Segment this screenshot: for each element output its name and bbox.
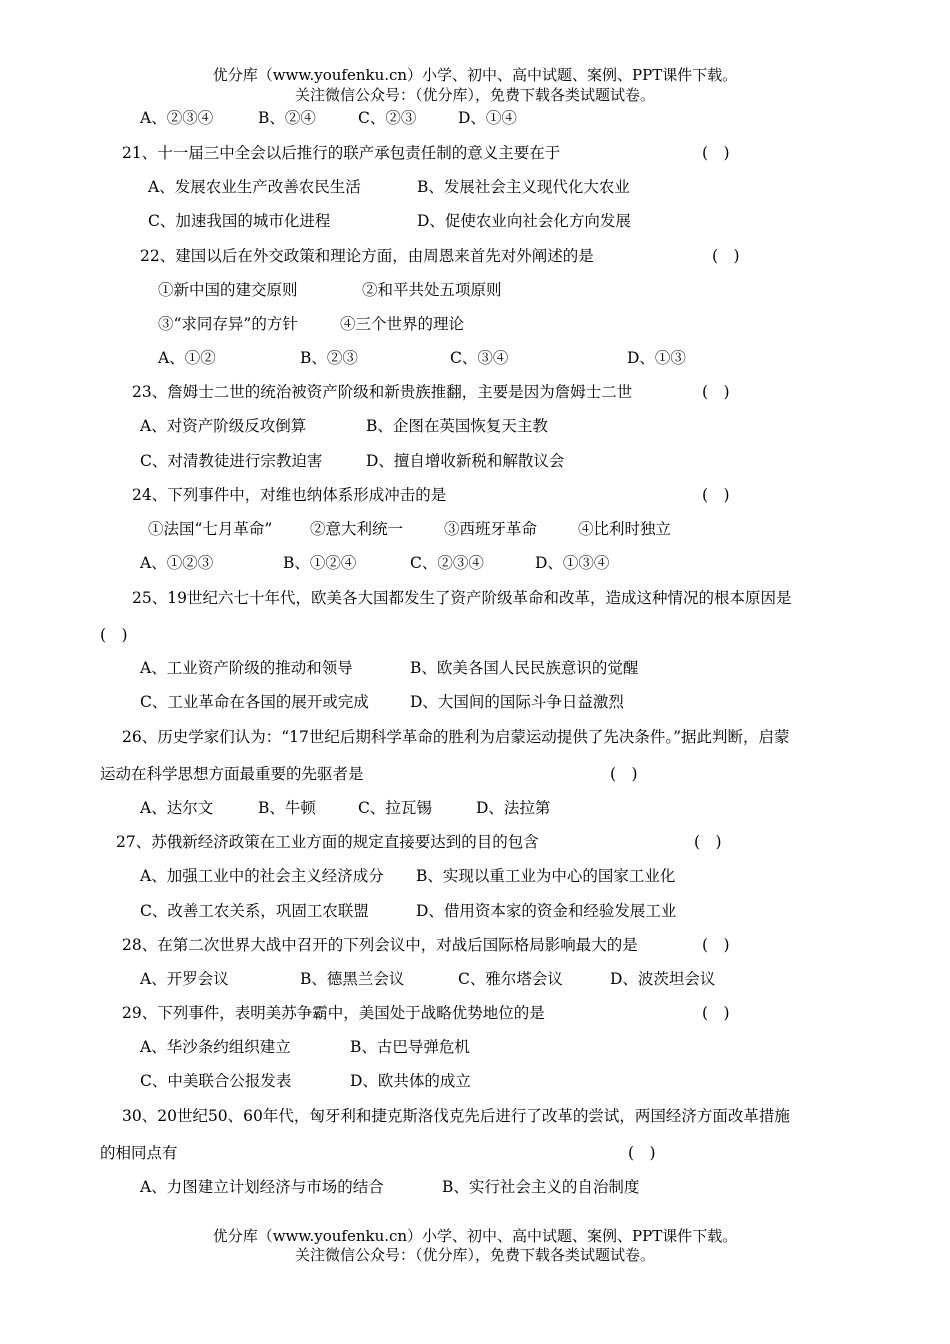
q26-option-a: A、达尔文 <box>140 799 214 817</box>
q22-item-4: ④三个世界的理论 <box>340 315 465 333</box>
q21-option-b: B、发展社会主义现代化大农业 <box>417 178 630 196</box>
q28-option-d: D、波茨坦会议 <box>610 970 716 988</box>
q28-option-b: B、德黑兰会议 <box>300 970 405 988</box>
q25-option-a: A、工业资产阶级的推动和领导 <box>140 659 353 677</box>
q28-answer-paren: ( ) <box>702 936 730 954</box>
q22-option-b: B、②③ <box>300 349 358 367</box>
q23-option-d: D、擅自增收新税和解散议会 <box>366 452 565 470</box>
q26-answer-paren: ( ) <box>610 765 638 783</box>
q25-option-d: D、大国间的国际斗争日益激烈 <box>410 693 624 711</box>
q21-option-c: C、加速我国的城市化进程 <box>148 212 331 230</box>
q20-option-d: D、①④ <box>458 109 517 127</box>
q30-stem-line-1: 30、20世纪50、60年代，匈牙利和捷克斯洛伐克先后进行了改革的尝试，两国经济方面改革措施 <box>122 1107 790 1125</box>
q21-option-a: A、发展农业生产改善农民生活 <box>148 178 361 196</box>
q23-stem: 23、詹姆士二世的统治被资产阶级和新贵族推翻，主要是因为詹姆士二世 <box>132 383 633 401</box>
q24-stem: 24、下列事件中，对维也纳体系形成冲击的是 <box>132 486 447 504</box>
q29-option-b: B、古巴导弹危机 <box>350 1038 470 1056</box>
q27-option-b: B、实现以重工业为中心的国家工业化 <box>416 867 676 885</box>
q24-item-1: ①法国“七月革命” <box>148 520 273 538</box>
q20-option-b: B、②④ <box>258 109 316 127</box>
q23-answer-paren: ( ) <box>702 383 730 401</box>
q29-option-d: D、欧共体的成立 <box>350 1072 471 1090</box>
q28-stem: 28、在第二次世界大战中召开的下列会议中，对战后国际格局影响最大的是 <box>122 936 638 954</box>
header-line-1: 优分库（www.youfenku.cn）小学、初中、高中试题、案例、PPT课件下载。 <box>212 66 738 84</box>
q25-option-c: C、工业革命在各国的展开或完成 <box>140 693 369 711</box>
q22-option-a: A、①② <box>158 349 216 367</box>
q30-answer-paren: ( ) <box>628 1144 656 1162</box>
q22-stem: 22、建国以后在外交政策和理论方面，由周恩来首先对外阐述的是 <box>140 247 594 265</box>
q27-option-d: D、借用资本家的资金和经验发展工业 <box>416 902 677 920</box>
q28-option-c: C、雅尔塔会议 <box>458 970 563 988</box>
q24-option-b: B、①②④ <box>283 554 357 572</box>
q26-stem-line-2: 运动在科学思想方面最重要的先驱者是 <box>100 765 364 783</box>
q29-option-a: A、华沙条约组织建立 <box>140 1038 291 1056</box>
q24-item-4: ④比利时独立 <box>578 520 672 538</box>
header-line-2: 关注微信公众号：（优分库），免费下载各类试题试卷。 <box>294 86 655 104</box>
q27-answer-paren: ( ) <box>694 833 722 851</box>
q20-option-c: C、②③ <box>358 109 417 127</box>
q24-option-c: C、②③④ <box>410 554 484 572</box>
q22-item-1: ①新中国的建交原则 <box>158 281 298 299</box>
q23-option-c: C、对清教徒进行宗教迫害 <box>140 452 323 470</box>
q20-option-a: A、②③④ <box>140 109 214 127</box>
q24-option-a: A、①②③ <box>140 554 214 572</box>
q26-option-c: C、拉瓦锡 <box>358 799 432 817</box>
q24-option-d: D、①③④ <box>535 554 610 572</box>
q22-item-2: ②和平共处五项原则 <box>362 281 502 299</box>
q25-option-b: B、欧美各国人民民族意识的觉醒 <box>410 659 639 677</box>
q30-option-b: B、实行社会主义的自治制度 <box>442 1178 640 1196</box>
q28-option-a: A、开罗会议 <box>140 970 229 988</box>
q24-item-2: ②意大利统一 <box>310 520 404 538</box>
q26-stem-line-1: 26、历史学家们认为：“17世纪后期科学革命的胜利为启蒙运动提供了先决条件。”据此判断，启蒙 <box>122 728 790 746</box>
q25-stem: 25、19世纪六七十年代，欧美各大国都发生了资产阶级革命和改革，造成这种情况的根本原因是 <box>132 589 792 607</box>
q24-item-3: ③西班牙革命 <box>444 520 538 538</box>
q24-answer-paren: ( ) <box>702 486 730 504</box>
q22-item-3: ③“求同存异”的方针 <box>158 315 298 333</box>
q21-stem: 21、十一届三中全会以后推行的联产承包责任制的意义主要在于 <box>122 144 561 162</box>
q29-answer-paren: ( ) <box>702 1004 730 1022</box>
q25-answer-paren: ( ) <box>100 626 128 644</box>
q30-option-a: A、力图建立计划经济与市场的结合 <box>140 1178 384 1196</box>
q21-option-d: D、促使农业向社会化方向发展 <box>417 212 631 230</box>
q30-stem-line-2: 的相同点有 <box>100 1144 178 1162</box>
q27-stem: 27、苏俄新经济政策在工业方面的规定直接要达到的目的包含 <box>116 833 539 851</box>
footer-line-2: 关注微信公众号：（优分库），免费下载各类试题试卷。 <box>294 1246 655 1264</box>
q22-answer-paren: ( ) <box>712 247 740 265</box>
q23-option-a: A、对资产阶级反攻倒算 <box>140 417 307 435</box>
q29-option-c: C、中美联合公报发表 <box>140 1072 292 1090</box>
q22-option-c: C、③④ <box>450 349 509 367</box>
q26-option-d: D、法拉第 <box>476 799 551 817</box>
q23-option-b: B、企图在英国恢复天主教 <box>366 417 548 435</box>
q27-option-c: C、改善工农关系，巩固工农联盟 <box>140 902 369 920</box>
footer-line-1: 优分库（www.youfenku.cn）小学、初中、高中试题、案例、PPT课件下载。 <box>212 1227 738 1245</box>
q21-answer-paren: ( ) <box>702 144 730 162</box>
q29-stem: 29、下列事件，表明美苏争霸中，美国处于战略优势地位的是 <box>122 1004 545 1022</box>
q26-option-b: B、牛顿 <box>258 799 316 817</box>
q22-option-d: D、①③ <box>627 349 686 367</box>
q27-option-a: A、加强工业中的社会主义经济成分 <box>140 867 384 885</box>
